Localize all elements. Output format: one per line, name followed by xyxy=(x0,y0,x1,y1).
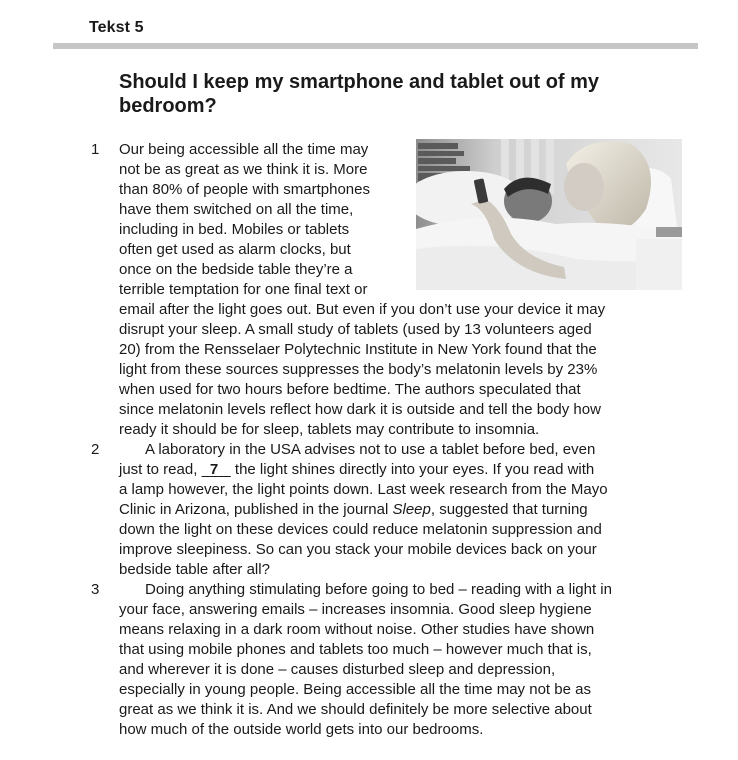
paragraph-number: 3 xyxy=(91,581,100,598)
text-line: than 80% of people with smartphones xyxy=(119,181,370,198)
paragraph-number: 1 xyxy=(91,141,100,158)
text-line: a lamp however, the light points down. Last week research from the Mayo xyxy=(119,481,608,498)
title-line: bedroom? xyxy=(119,95,217,117)
title-line: Should I keep my smartphone and tablet out of my xyxy=(119,71,600,93)
text-line: down the light on these devices could reduce melatonin suppression and xyxy=(119,521,602,538)
text-number-label: Tekst 5 xyxy=(89,19,144,36)
gap-7-blank xyxy=(202,460,231,480)
text-line xyxy=(119,500,689,520)
text-line xyxy=(119,460,689,480)
text-line: great as we think it is. And we should definitely be more selective about xyxy=(119,701,592,718)
text-line: have them switched on all the time, xyxy=(119,201,354,218)
text-line: Our being accessible all the time may xyxy=(119,141,369,158)
text-line: email after the light goes out. But even if you don’t use your device it may xyxy=(119,301,606,318)
text-line: especially in young people. Being accessible all the time may not be as xyxy=(119,681,591,698)
paragraph-1 xyxy=(119,140,689,440)
paragraph-3 xyxy=(119,580,689,740)
text-line: when used for two hours before bedtime. The authors speculated that xyxy=(119,381,581,398)
text-segment: the light shines directly into your eyes. If you read with xyxy=(230,461,595,478)
header-divider xyxy=(53,43,698,49)
paragraph-2 xyxy=(119,440,689,580)
paragraph-number: 2 xyxy=(91,441,100,458)
text-line: improve sleepiness. So can you stack your mobile devices back on your xyxy=(119,541,597,558)
text-segment: A laboratory in the USA advises not to use a tablet before bed, even xyxy=(145,441,596,458)
gap-number: 7 xyxy=(209,461,219,478)
text-line: disrupt your sleep. A small study of tablets (used by 13 volunteers aged xyxy=(119,321,592,338)
text-line: often get used as alarm clocks, but xyxy=(119,241,351,258)
text-segment: just to read, xyxy=(119,461,202,478)
text-line: ready it should be for sleep, tablets may contribute to insomnia. xyxy=(119,421,540,438)
text-line: and wherever it is done – causes disturbed sleep and depression, xyxy=(119,661,556,678)
text-line xyxy=(119,440,689,460)
journal-name: Sleep xyxy=(392,501,431,518)
text-line: once on the bedside table they’re a xyxy=(119,261,353,278)
text-line: means relaxing in a dark room without noise. Other studies have shown xyxy=(119,621,595,638)
text-line: your face, answering emails – increases insomnia. Good sleep hygiene xyxy=(119,601,592,618)
text-line: that using mobile phones and tablets too much – however much that is, xyxy=(119,641,592,658)
article-title xyxy=(119,70,679,118)
text-line: including in bed. Mobiles or tablets xyxy=(119,221,350,238)
text-segment: , suggested that turning xyxy=(430,501,588,518)
text-line: bedside table after all? xyxy=(119,561,270,578)
text-line: 20) from the Rensselaer Polytechnic Institute in New York found that the xyxy=(119,341,597,358)
text-segment: Clinic in Arizona, published in the journal xyxy=(119,501,393,518)
text-line xyxy=(119,580,689,600)
text-line: how much of the outside world gets into our bedrooms. xyxy=(119,721,484,738)
text-segment: Doing anything stimulating before going to bed – reading with a light in xyxy=(145,581,612,598)
text-line: since melatonin levels reflect how dark it is outside and tell the body how xyxy=(119,401,601,418)
text-line: not be as great as we think it is. More xyxy=(119,161,368,178)
text-line: light from these sources suppresses the body’s melatonin levels by 23% xyxy=(119,361,598,378)
text-line: terrible temptation for one final text or xyxy=(119,281,368,298)
